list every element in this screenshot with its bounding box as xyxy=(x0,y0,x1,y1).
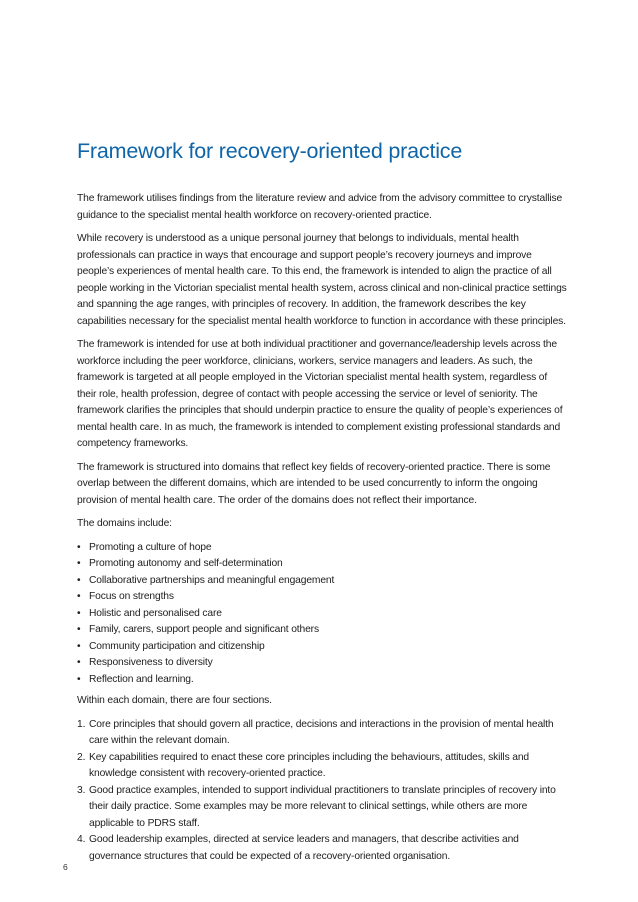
list-item xyxy=(77,589,567,606)
list-item-text: Community participation and citizenship xyxy=(89,640,265,652)
paragraph-use: The framework is intended for use at both individual practitioner and governance/leadership levels across the workforce including the peer workforce, clinicians, workers, service managers and leaders. As such, the framework is targeted at all people employed in the Victorian specialist mental health system, regardless of their role, health profession, degree of contact with people accessing the service or level of seniority. The framework clarifies the principles that should underpin practice to ensure the quality of people’s experiences of mental health care. In as much, the framework is intended to complement existing professional standards and competency frameworks. xyxy=(77,339,563,449)
bullet-marker: • xyxy=(77,607,81,619)
numbered-item xyxy=(77,750,567,783)
paragraph-structure: The framework is structured into domains that reflect key fields of recovery-oriented practice. There is some overlap between the different domains, which are intended to be used concurrently to inform the ongoing provision of mental health care. The order of the domains does not reflect their importance. xyxy=(77,461,551,506)
domains-list xyxy=(77,540,567,689)
numbered-item xyxy=(77,717,567,750)
bullet-marker: • xyxy=(77,657,81,668)
paragraph-recovery: While recovery is understood as a unique personal journey that belongs to individuals, mental health professionals can practice in ways that encourage and support people’s recovery journeys and improve people’s experiences of mental health care. To this end, the framework is intended to align the practice of all people working in the Victorian specialist mental health system, across clinical and non-clinical practice settings and spanning the age ranges, with principles of recovery. In addition, the framework describes the key capabilities necessary for the specialist mental health workforce to function in accordance with these principles. xyxy=(77,233,567,327)
numbered-item xyxy=(77,832,567,865)
item-number: 4. xyxy=(77,834,86,845)
list-item xyxy=(77,655,567,672)
page-number: 6 xyxy=(63,862,68,872)
paragraph-sections-lead: Within each domain, there are four sections. xyxy=(77,695,272,706)
list-item xyxy=(77,672,567,689)
bullet-marker: • xyxy=(77,591,81,602)
numbered-item-text: Core principles that should govern all practice, decisions and interactions in the provision of mental health care within the relevant domain. xyxy=(89,718,554,746)
list-item-text: Focus on strengths xyxy=(89,591,174,602)
list-item xyxy=(77,556,567,573)
list-item xyxy=(77,540,567,557)
bullet-marker: • xyxy=(77,640,81,652)
list-item-text: Responsiveness to diversity xyxy=(89,657,213,668)
page-title: Framework for recovery-oriented practice xyxy=(77,139,463,163)
item-number: 1. xyxy=(77,718,86,730)
list-item-text: Promoting a culture of hope xyxy=(89,541,212,553)
list-item-text: Promoting autonomy and self-determination xyxy=(89,558,283,569)
list-item-text: Family, carers, support people and significant others xyxy=(89,624,319,635)
item-number: 2. xyxy=(77,751,86,763)
paragraph-intro: The framework utilises findings from the literature review and advice from the advisory committee to crystallise guidance to the specialist mental health workforce on recovery-oriented practice. xyxy=(77,193,563,221)
list-item xyxy=(77,639,567,656)
list-item-text: Reflection and learning. xyxy=(89,673,194,685)
numbered-item xyxy=(77,783,567,833)
sections-list xyxy=(77,717,567,866)
paragraph-domains-lead: The domains include: xyxy=(77,518,172,529)
item-number: 3. xyxy=(77,784,86,796)
bullet-marker: • xyxy=(77,558,81,569)
bullet-marker: • xyxy=(77,541,81,553)
list-item-text: Holistic and personalised care xyxy=(89,607,222,619)
list-item xyxy=(77,573,567,590)
bullet-marker: • xyxy=(77,673,81,685)
bullet-marker: • xyxy=(77,624,81,635)
list-item-text: Collaborative partnerships and meaningful engagement xyxy=(89,574,335,586)
numbered-item-text: Good leadership examples, directed at service leaders and managers, that describe activities and governance structures that could be expected of a recovery-oriented organisation. xyxy=(89,834,519,862)
page-content xyxy=(77,137,567,865)
list-item xyxy=(77,622,567,639)
numbered-item-text: Key capabilities required to enact these core principles including the behaviours, attitudes, skills and knowledge consistent with recovery-oriented practice. xyxy=(89,751,530,779)
list-item xyxy=(77,606,567,623)
numbered-item-text: Good practice examples, intended to support individual practitioners to translate principles of recovery into their daily practice. Some examples may be more relevant to clinical settings, while others are more applicable to PDRS staff. xyxy=(89,784,556,829)
bullet-marker: • xyxy=(77,574,81,586)
